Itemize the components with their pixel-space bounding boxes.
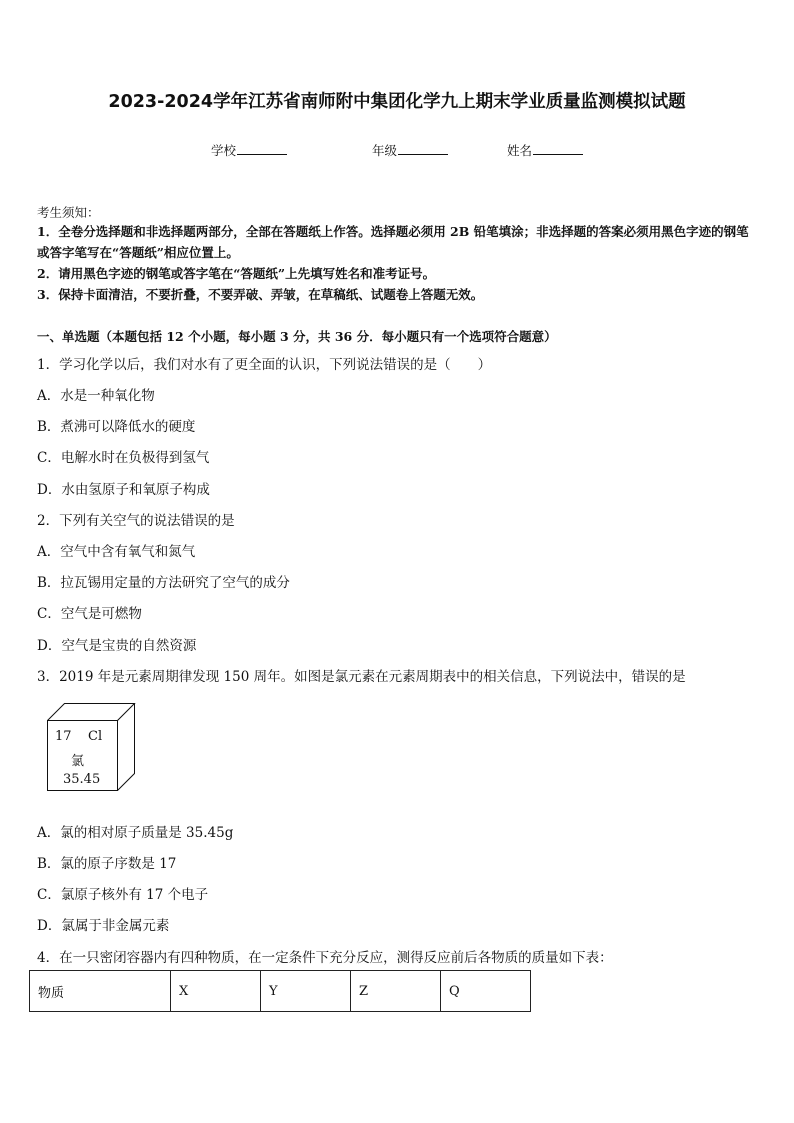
student-info-fields: [0, 141, 794, 161]
table-cell: Y: [261, 971, 351, 1012]
question-1-option-d[interactable]: D．水由氢原子和氧原子构成: [37, 482, 210, 498]
element-symbol: Cl: [88, 729, 103, 744]
question-2-option-b[interactable]: B．拉瓦锡用定量的方法研究了空气的成分: [37, 575, 290, 591]
chlorine-element-card: [44, 702, 139, 798]
notice-heading: 考生须知：: [37, 205, 100, 220]
question-1-option-b[interactable]: B．煮沸可以降低水的硬度: [37, 419, 196, 435]
element-name: 氯: [71, 754, 85, 769]
question-3-option-a[interactable]: A．氯的相对原子质量是 35.45g: [37, 825, 234, 841]
notice-item-3: 3．保持卡面清洁，不要折叠，不要弄破、弄皱，在草稿纸、试题卷上答题无效。: [37, 287, 484, 302]
school-blank[interactable]: [237, 141, 287, 155]
question-4-stem: 4．在一只密闭容器内有四种物质，在一定条件下充分反应，测得反应前后各物质的质量如下表：: [37, 950, 613, 966]
question-2-stem: 2．下列有关空气的说法错误的是: [37, 513, 235, 529]
grade-label: 年级: [372, 143, 398, 158]
school-field[interactable]: [211, 141, 287, 159]
question-2-option-a[interactable]: A．空气中含有氧气和氮气: [37, 544, 196, 560]
question-3-stem: 3．2019 年是元素周期律发现 150 周年。如图是氯元素在元素周期表中的相关信息，下列说法中，错误的是: [37, 669, 686, 685]
question-1-stem: 1．学习化学以后，我们对水有了更全面的认识，下列说法错误的是（ ）: [37, 357, 492, 373]
question-1-option-c[interactable]: C．电解水时在负极得到氢气: [37, 450, 210, 466]
name-label: 姓名: [507, 143, 533, 158]
question-3-option-c[interactable]: C．氯原子核外有 17 个电子: [37, 887, 209, 903]
notice-item-1: 1．全卷分选择题和非选择题两部分，全部在答题纸上作答。选择题必须用 2B 铅笔填涂；非选择题的答案必须用黑色字迹的钢笔或答字笔写在“答题纸”相应位置上。: [37, 224, 749, 260]
atomic-mass: 35.45: [63, 772, 101, 787]
name-field[interactable]: [507, 141, 583, 159]
atomic-number: 17: [55, 729, 72, 744]
question-2-option-c[interactable]: C．空气是可燃物: [37, 606, 142, 622]
section-title: 一、单选题（本题包括 12 个小题，每小题 3 分，共 36 分．每小题只有一个选项符合题意）: [37, 329, 557, 344]
name-blank[interactable]: [533, 141, 583, 155]
table-header-row: [30, 971, 531, 1012]
table-cell: 物质: [30, 971, 171, 1012]
school-label: 学校: [211, 143, 237, 158]
mass-table: [29, 970, 531, 1012]
grade-blank[interactable]: [398, 141, 448, 155]
question-1-option-a[interactable]: A．水是一种氧化物: [37, 388, 155, 404]
question-3-option-d[interactable]: D．氯属于非金属元素: [37, 918, 170, 934]
table-cell: Q: [441, 971, 531, 1012]
question-2-option-d[interactable]: D．空气是宝贵的自然资源: [37, 638, 197, 654]
grade-field[interactable]: [372, 141, 448, 159]
notice-item-2: 2．请用黑色字迹的钢笔或答字笔在“答题纸”上先填写姓名和准考证号。: [37, 266, 436, 281]
table-cell: X: [171, 971, 261, 1012]
table-cell: Z: [351, 971, 441, 1012]
page-title: 2023-2024学年江苏省南师附中集团化学九上期末学业质量监测模拟试题: [108, 92, 686, 112]
question-3-option-b[interactable]: B．氯的原子序数是 17: [37, 856, 177, 872]
